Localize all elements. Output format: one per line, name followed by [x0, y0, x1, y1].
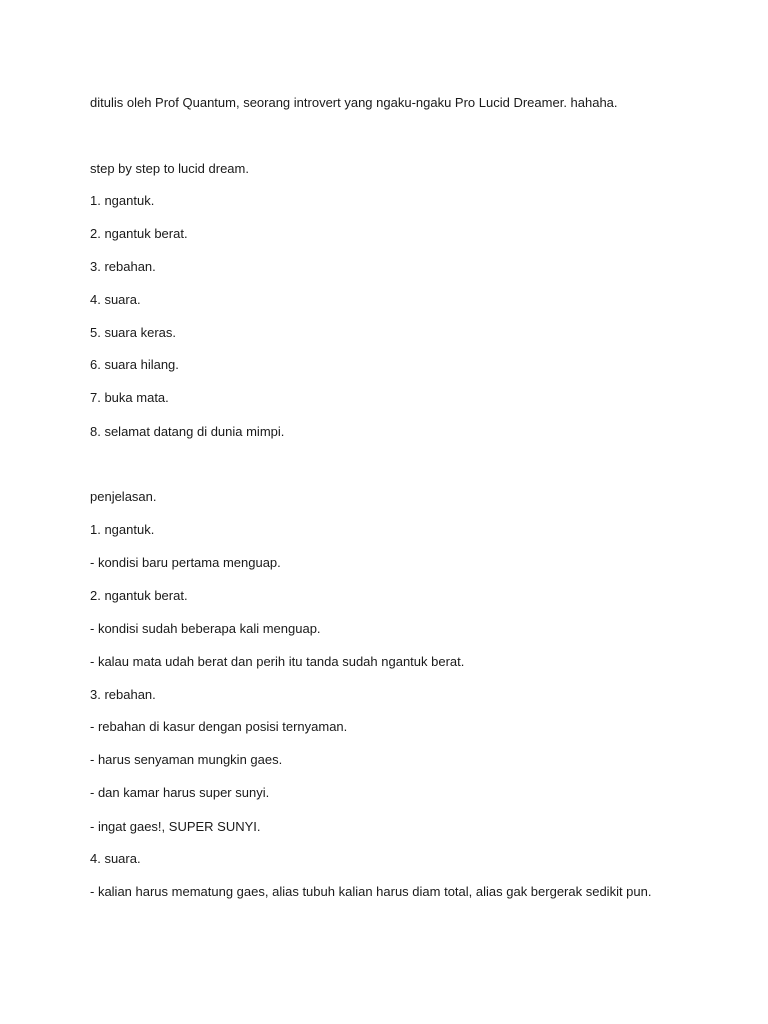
explanation-line: - kalau mata udah berat dan perih itu tanda sudah ngantuk berat.: [90, 654, 465, 669]
explanation-line: 4. suara.: [90, 851, 141, 866]
explanation-line: - ingat gaes!, SUPER SUNYI.: [90, 819, 261, 834]
step-item: 1. ngantuk.: [90, 193, 155, 208]
steps-heading: step by step to lucid dream.: [90, 161, 249, 176]
explanation-line: - kalian harus mematung gaes, alias tubuh kalian harus diam total, alias gak bergerak sedikit pun.: [90, 884, 652, 899]
step-item: 8. selamat datang di dunia mimpi.: [90, 424, 285, 439]
step-item: 6. suara hilang.: [90, 357, 179, 372]
explanation-line: 2. ngantuk berat.: [90, 588, 188, 603]
step-item: 4. suara.: [90, 292, 141, 307]
explanation-line: - dan kamar harus super sunyi.: [90, 785, 270, 800]
explanation-line: - kondisi baru pertama menguap.: [90, 555, 281, 570]
intro-text: ditulis oleh Prof Quantum, seorang introvert yang ngaku-ngaku Pro Lucid Dreamer. hahaha.: [90, 95, 618, 110]
explanation-line: 1. ngantuk.: [90, 522, 155, 537]
step-item: 2. ngantuk berat.: [90, 226, 188, 241]
explanation-line: - harus senyaman mungkin gaes.: [90, 752, 283, 767]
explanation-heading: penjelasan.: [90, 489, 157, 504]
explanation-line: - rebahan di kasur dengan posisi ternyaman.: [90, 719, 348, 734]
step-item: 3. rebahan.: [90, 259, 156, 274]
step-item: 5. suara keras.: [90, 325, 176, 340]
explanation-line: 3. rebahan.: [90, 687, 156, 702]
step-item: 7. buka mata.: [90, 390, 169, 405]
explanation-line: - kondisi sudah beberapa kali menguap.: [90, 621, 321, 636]
